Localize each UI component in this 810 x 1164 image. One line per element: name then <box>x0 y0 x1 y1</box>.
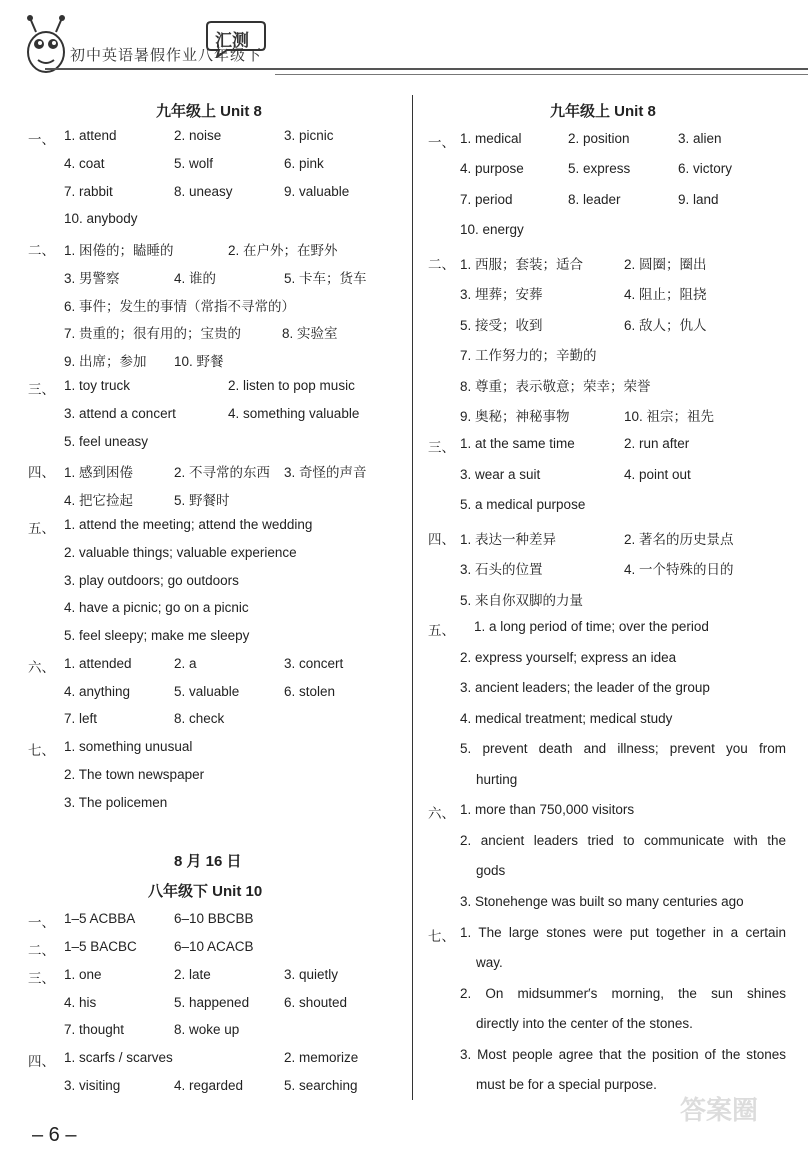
answer-item: 9. valuable <box>284 184 350 199</box>
answer-item: 2. valuable things; valuable experience <box>64 545 297 560</box>
answer-item: 4. point out <box>624 467 691 482</box>
answer-item: 4. 一个特殊的日的 <box>624 562 734 577</box>
answer-item: 3. The policemen <box>64 795 168 810</box>
answer-item: 2. 圆圈；圈出 <box>624 257 707 272</box>
answer-item: 1. attend the meeting; attend the wedding <box>64 517 313 532</box>
answer-item-continued: must be for a special purpose. <box>476 1077 657 1092</box>
answer-item: 1. attended <box>64 656 132 671</box>
answer-item: 1. 表达一种差异 <box>460 532 557 547</box>
answer-item: 1. toy truck <box>64 378 131 393</box>
answer-item: 4. coat <box>64 156 105 171</box>
answer-item: 3. alien <box>678 131 722 146</box>
answer-item: 3. Most people agree that the position of the stones <box>460 1047 786 1062</box>
answer-item: 6. pink <box>284 156 324 171</box>
answer-item: 3. visiting <box>64 1078 121 1093</box>
section-label: 七、 <box>28 743 55 758</box>
answer-item: 5. 卡车；货车 <box>284 271 367 286</box>
answer-item: 1–5 BACBC <box>64 939 137 954</box>
answer-item: 3. 埋葬；安葬 <box>460 287 543 302</box>
answer-item: 4. 阻止；阻挠 <box>624 287 707 302</box>
answer-item: 10. anybody <box>64 211 138 226</box>
answer-item: 5. prevent death and illness; prevent you from <box>460 741 786 756</box>
section-label: 二、 <box>428 257 455 272</box>
answer-item: 1. The large stones were put together in a certain <box>460 925 786 940</box>
section-label: 四、 <box>428 532 455 547</box>
header-badge: 汇测 <box>215 31 249 50</box>
answer-item: 4. something valuable <box>228 406 360 421</box>
section-label: 四、 <box>28 1054 55 1069</box>
answer-item: 3. 男警察 <box>64 271 120 286</box>
answer-item: 3. picnic <box>284 128 334 143</box>
answer-item: 2. run after <box>624 436 690 451</box>
page-number: – 6 – <box>32 1124 77 1146</box>
unit-title: 八年级下 Unit 10 <box>148 883 263 900</box>
section-label: 二、 <box>28 243 55 258</box>
answer-item: 7. left <box>64 711 98 726</box>
answer-item: 7. thought <box>64 1022 125 1037</box>
answer-item: 1. 感到困倦 <box>64 465 134 480</box>
answer-item: 5. 来自你双脚的力量 <box>460 593 584 608</box>
answer-item: 3. Stonehenge was built so many centuries ago <box>460 894 744 909</box>
answer-item: 1. attend <box>64 128 117 143</box>
answer-item: 1. something unusual <box>64 739 193 754</box>
section-label: 三、 <box>28 971 55 986</box>
answer-item: 3. wear a suit <box>460 467 541 482</box>
answer-item: 5. valuable <box>174 684 240 699</box>
answer-item: 8. check <box>174 711 225 726</box>
section-label: 二、 <box>28 943 55 958</box>
answer-item: 2. ancient leaders tried to communicate with the <box>460 833 786 848</box>
answer-item: 6. 事件；发生的事情（常指不寻常的） <box>64 299 296 314</box>
answer-item: 5. 接受；收到 <box>460 318 543 333</box>
answer-item: 1. medical <box>460 131 522 146</box>
answer-item: 7. rabbit <box>64 184 113 199</box>
date-heading: 8 月 16 日 <box>174 853 242 870</box>
answer-item: 7. 工作努力的；辛勤的 <box>460 348 597 363</box>
answer-item: 2. listen to pop music <box>228 378 355 393</box>
answer-item: 2. 不寻常的东西 <box>174 465 271 480</box>
answer-item: 3. attend a concert <box>64 406 176 421</box>
answer-item: 8. 尊重；表示敬意；荣幸；荣誉 <box>460 379 651 394</box>
answer-item: 4. anything <box>64 684 131 699</box>
section-label: 五、 <box>28 521 55 536</box>
column-divider <box>412 95 413 1100</box>
header <box>0 0 810 90</box>
section-label: 三、 <box>428 440 455 455</box>
answer-item: 9. 奥秘；神秘事物 <box>460 409 570 424</box>
answer-item: 6–10 BBCBB <box>174 911 254 926</box>
answer-item: 5. feel sleepy; make me sleepy <box>64 628 250 643</box>
section-label: 六、 <box>28 660 55 675</box>
section-label: 一、 <box>28 132 55 147</box>
answer-item: 2. 在户外；在野外 <box>228 243 338 258</box>
answer-item: 2. memorize <box>284 1050 359 1065</box>
answer-item: 6. victory <box>678 161 733 176</box>
answer-item: 10. 祖宗；祖先 <box>624 409 715 424</box>
answer-item: 5. wolf <box>174 156 214 171</box>
answer-item: 6–10 ACACB <box>174 939 254 954</box>
watermark: 答案圈 <box>680 1095 759 1125</box>
answer-item: 5. searching <box>284 1078 358 1093</box>
answer-item: 5. feel uneasy <box>64 434 149 449</box>
header-rule-thin <box>275 74 808 75</box>
answer-item: 1–5 ACBBA <box>64 911 136 926</box>
book-title: 初中英语暑假作业八年级下 <box>70 47 263 64</box>
answer-item: 4. 谁的 <box>174 271 217 286</box>
answer-item-continued: gods <box>476 863 506 878</box>
unit-title: 九年级上 Unit 8 <box>156 103 262 120</box>
answer-item: 5. express <box>568 161 631 176</box>
header-rule <box>45 68 808 70</box>
answer-item: 2. late <box>174 967 211 982</box>
unit-title: 九年级上 Unit 8 <box>550 103 656 120</box>
answer-item: 1. scarfs / scarves <box>64 1050 173 1065</box>
answer-item: 2. express yourself; express an idea <box>460 650 677 665</box>
answer-item: 1. more than 750,000 visitors <box>460 802 635 817</box>
answer-item: 7. 贵重的；很有用的；宝贵的 <box>64 326 242 341</box>
answer-item: 4. 把它捡起 <box>64 493 134 508</box>
answer-item: 8. uneasy <box>174 184 233 199</box>
section-label: 六、 <box>428 806 455 821</box>
answer-item: 4. medical treatment; medical study <box>460 711 673 726</box>
answer-item: 8. 实验室 <box>282 326 338 341</box>
answer-item-continued: directly into the center of the stones. <box>476 1016 693 1031</box>
answer-item: 5. a medical purpose <box>460 497 586 512</box>
answer-item: 2. noise <box>174 128 222 143</box>
answer-item: 2. 著名的历史景点 <box>624 532 734 547</box>
answer-item: 3. concert <box>284 656 344 671</box>
answer-item-continued: way. <box>476 955 503 970</box>
answer-item: 7. period <box>460 192 513 207</box>
answer-item: 6. shouted <box>284 995 348 1010</box>
answer-item: 4. regarded <box>174 1078 244 1093</box>
answer-item: 9. 出席；参加 <box>64 354 147 369</box>
answer-item: 1. at the same time <box>460 436 575 451</box>
answer-item: 2. a <box>174 656 197 671</box>
answer-item: 1. one <box>64 967 102 982</box>
answer-item: 2. position <box>568 131 630 146</box>
answer-item: 3. 石头的位置 <box>460 562 543 577</box>
answer-item: 4. purpose <box>460 161 524 176</box>
answer-item: 2. On midsummer′s morning, the sun shines <box>460 986 786 1001</box>
section-label: 三、 <box>28 382 55 397</box>
answer-item: 6. stolen <box>284 684 336 699</box>
answer-item: 3. ancient leaders; the leader of the group <box>460 680 710 695</box>
section-label: 四、 <box>28 465 55 480</box>
section-label: 五、 <box>428 623 455 638</box>
answer-item: 1. a long period of time; over the period <box>474 619 709 634</box>
answer-item: 3. 奇怪的声音 <box>284 465 367 480</box>
answer-item: 2. The town newspaper <box>64 767 205 782</box>
answer-item: 1. 西服；套装；适合 <box>460 257 584 272</box>
answer-item: 6. 敌人；仇人 <box>624 318 707 333</box>
answer-item: 5. happened <box>174 995 250 1010</box>
answer-item: 10. energy <box>460 222 524 237</box>
section-label: 一、 <box>428 135 455 150</box>
section-label: 七、 <box>428 929 455 944</box>
answer-item: 5. 野餐时 <box>174 493 230 508</box>
answer-item: 10. 野餐 <box>174 354 224 369</box>
answer-item: 9. land <box>678 192 719 207</box>
answer-item: 8. woke up <box>174 1022 240 1037</box>
answer-item: 4. have a picnic; go on a picnic <box>64 600 249 615</box>
answer-item: 3. play outdoors; go outdoors <box>64 573 239 588</box>
answer-item: 1. 困倦的；瞌睡的 <box>64 243 174 258</box>
answer-item: 3. quietly <box>284 967 339 982</box>
answer-item: 4. his <box>64 995 97 1010</box>
answer-item: 8. leader <box>568 192 621 207</box>
section-label: 一、 <box>28 915 55 930</box>
answer-item-continued: hurting <box>476 772 518 787</box>
